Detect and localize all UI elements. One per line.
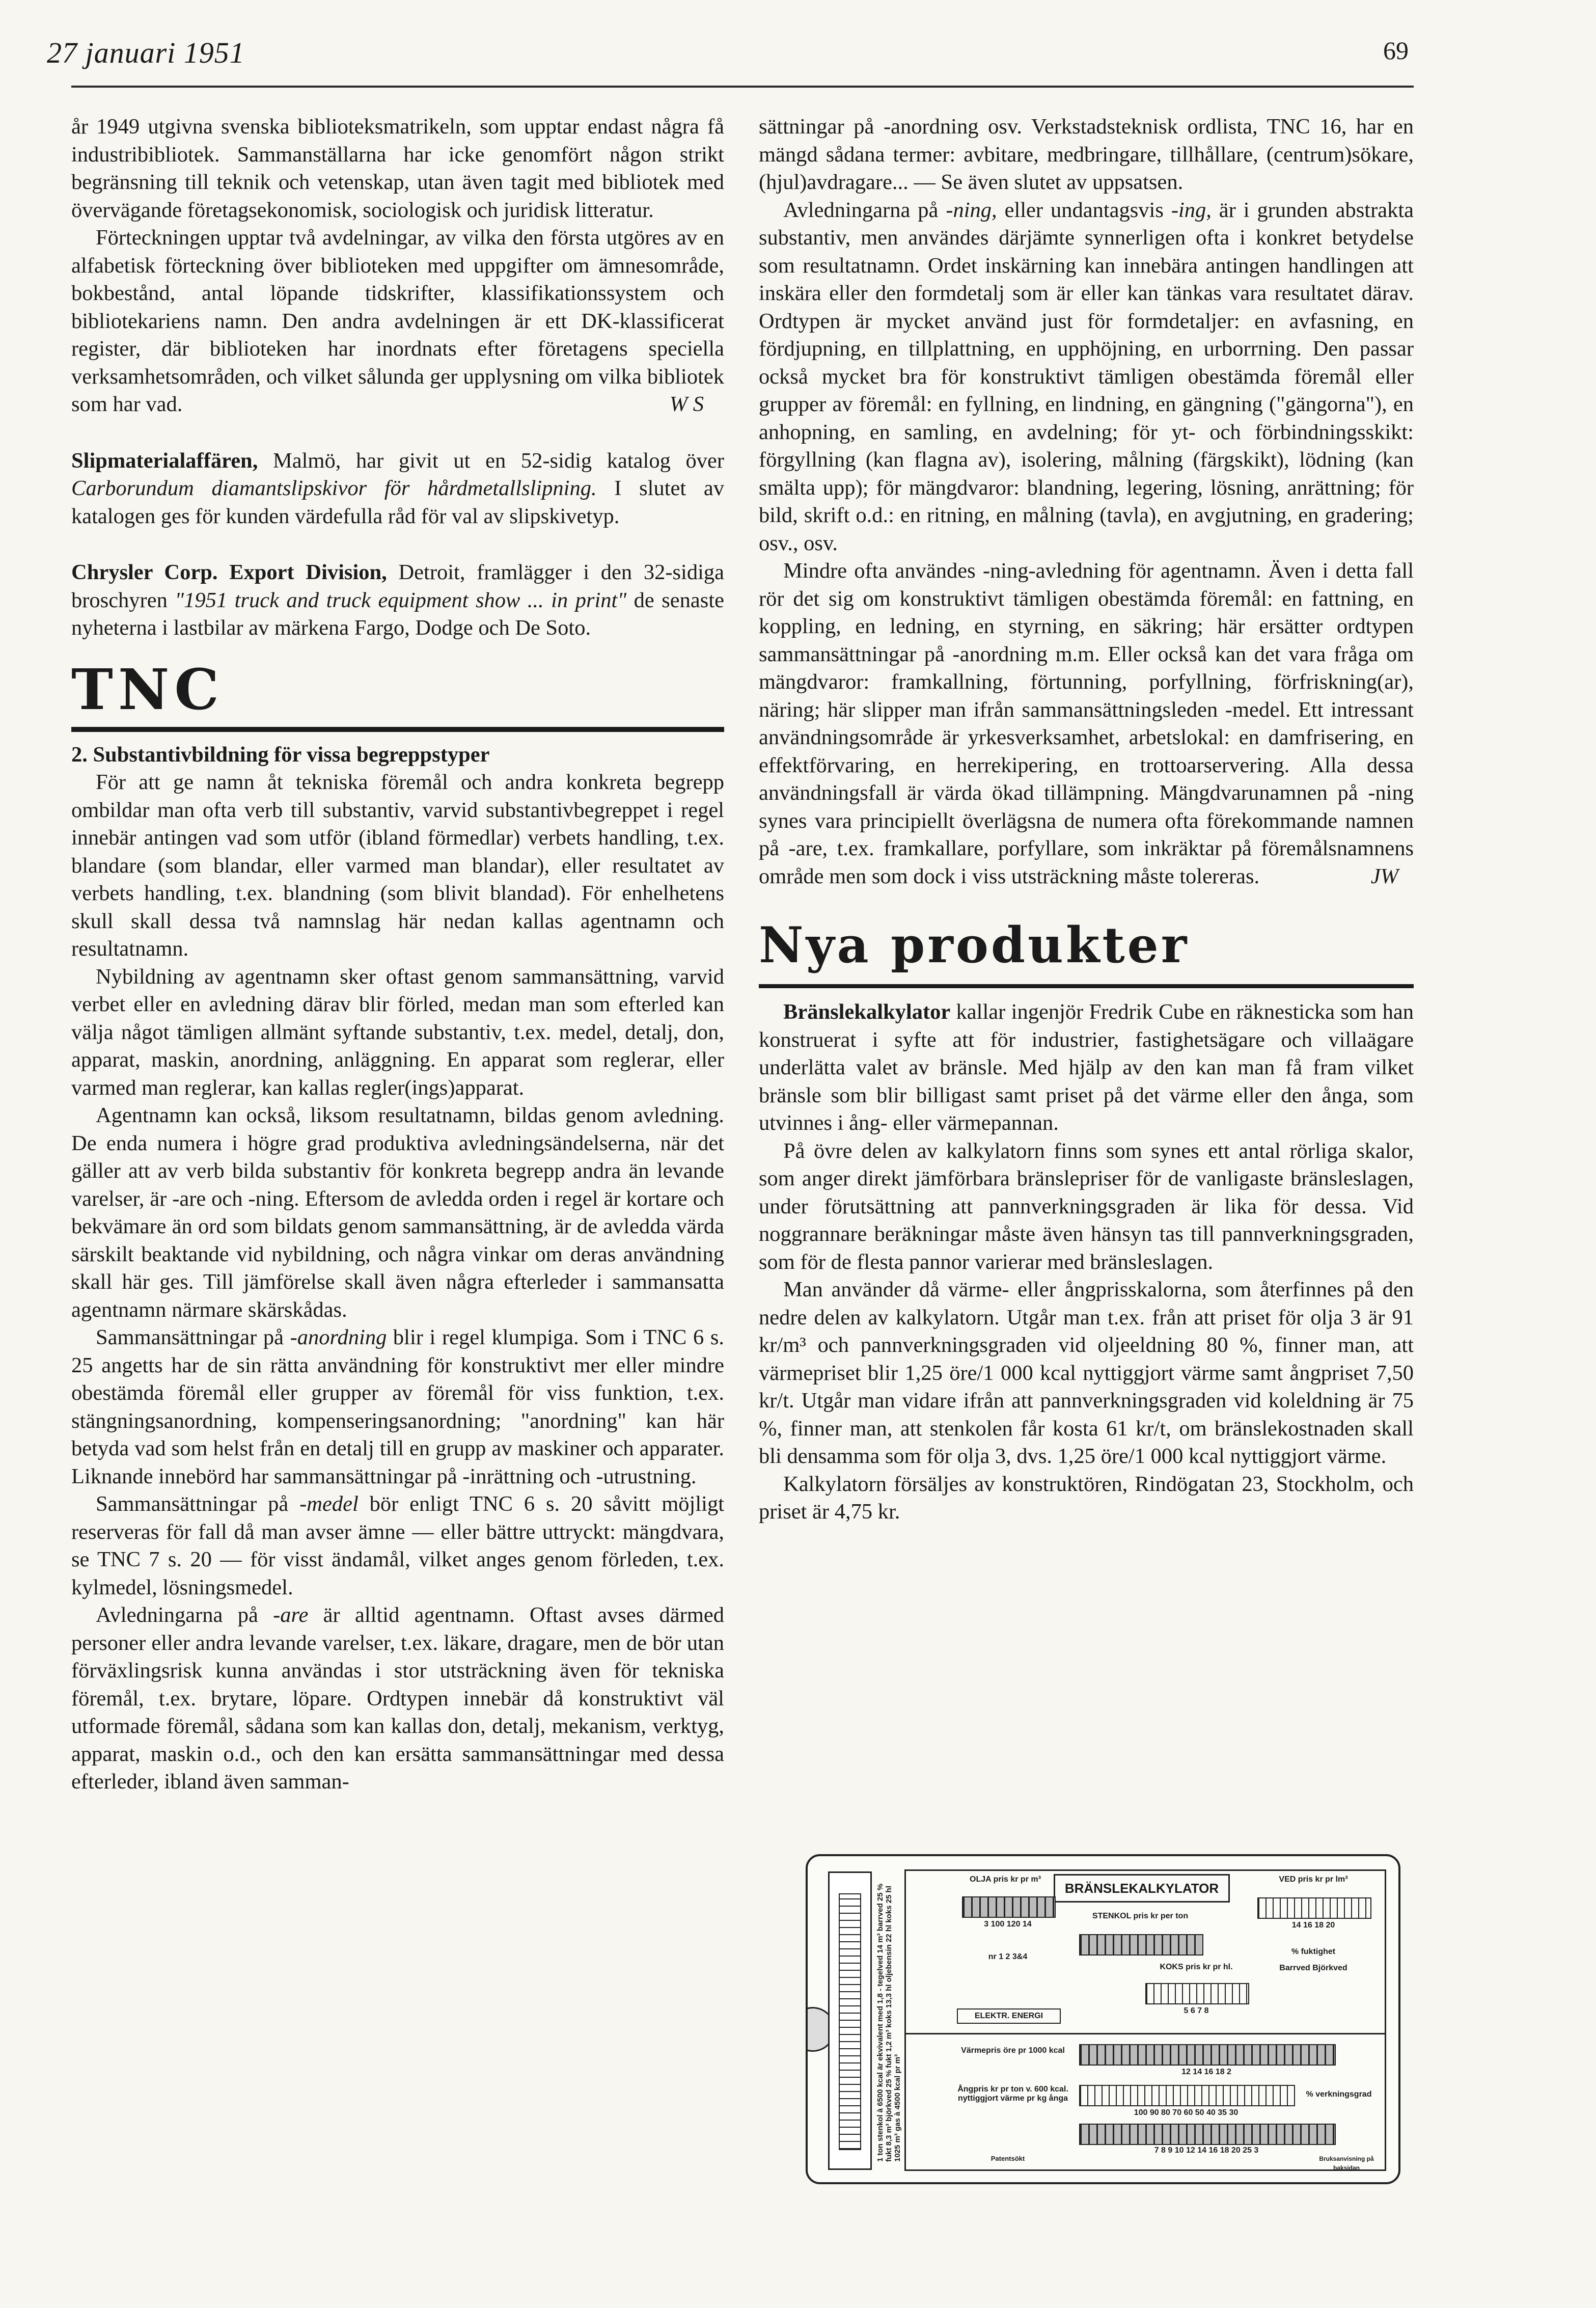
product-paragraph-2: På övre delen av kalkylatorn finns som synes ett antal rörliga skalor, som anger direkt jämförbara bränslepriser för de vanligaste bränsleslagen, under förutsättning att pannverkningsgraden är lika för dessa. Vid noggrannare beräkningar måste även hänsyn tas till pannverkningsgraden, som för de flesta pannor varierar med bränsleslagen. — [759, 1138, 1414, 1274]
varmepris-label: Värmepris öre pr 1000 kcal — [961, 2046, 1065, 2055]
fuktighet-label: % fuktighet — [1291, 1947, 1336, 1956]
tnc-p4-a: Sammansättningar på — [96, 1325, 290, 1349]
slipmaterial-company: Slipmaterialaffären, — [71, 448, 258, 473]
slide-rule-body — [904, 1869, 1386, 2171]
slide-rule-title: BRÄNSLEKALKYLATOR — [1054, 1874, 1230, 1903]
angpris-marks: 7 8 9 10 12 14 16 18 20 25 3 — [1154, 2146, 1259, 2155]
stenkol-label: STENKOL pris kr per ton — [1092, 1912, 1189, 1920]
tnc-p6-term: -are — [273, 1603, 309, 1627]
varmepris-scale — [1079, 2044, 1336, 2066]
ning-p-c: är i grunden abstrakta substantiv, men användes därjämte synnerligen ofta i konkret betydelse som resultatnamn. Ordet inskärning kan innebära antingen handlingen att inskära eller den formdetalj som är eller kan tänkas vara resultatet därav. Ordtypen är mycket använd just för formdetaljer: en avfasning, en fördjupning, en tillplattning, en upphöjning, en urborrning. Den passar också mycket bra för konstruktivt tämligen obestämda föremål eller grupper av föremål: en fyllning, en lindning, en gängning ("gängorna"), en anhopning, en samling, en avdelning; för yt- och förbindningsskikt: förgyllning (kan flagna av), isolering, målning (färgskikt), lödning (kan smälta upp); för mängdvaror: blandning, legering, lösning, anrättning; för bild, skrift o.d.: en ritning, en målning (tavla), en avgjutning, en gradering; osv., osv. — [759, 198, 1414, 555]
header-rule — [71, 86, 1414, 88]
tnc-p5-term: -medel — [299, 1492, 359, 1516]
tnc-subheading: 2. Substantivbildning för vissa begreppstyper — [71, 742, 490, 767]
chrysler-company: Chrysler Corp. Export Division, — [71, 560, 387, 584]
tnc-p5-b: bör enligt TNC 6 s. 20 såvitt möjligt reserveras för fall då man avser ämne — eller bättre uttryckt: mängdvara, se TNC 7 s. 20 — för visst ändamål, vilket anges genom förleden, t.ex. kylmedel, lösningsmedel. — [71, 1492, 725, 1599]
slipmaterial-notice — [71, 447, 724, 531]
stenkol-scale — [1079, 1934, 1203, 1956]
page-number: 69 — [1383, 36, 1409, 65]
verkningsgrad-label: % verkningsgrad — [1306, 2090, 1372, 2099]
olja-scale-marks: 3 100 120 14 — [984, 1920, 1032, 1929]
tnc-p4-b: blir i regel klumpiga. Som i TNC 6 s. 25 angetts har de sin rätta användning för konstruktivt mer eller mindre obestämda föremål eller grupper av föremål för viss funktion, t.ex. stängningsanordning, kompenseringsanordning; "anordning" kan här betyda vad som helst från en detalj till en grupp av maskiner och apparater. Liknande innebörd har sammansättningar på -inrättning och -utrustning. — [71, 1325, 725, 1488]
verkningsgrad-scale — [1079, 2085, 1295, 2106]
ning-p-a: Avledningarna på — [783, 198, 946, 222]
chrysler-text-2: de senaste nyheterna i lastbilar av märkena Fargo, Dodge och De Soto. — [71, 588, 724, 640]
signature-jw: JW — [1370, 864, 1398, 888]
tnc-heading: TNC — [71, 662, 724, 732]
ning-term-1: -ning, — [946, 198, 997, 222]
running-header-date: 27 januari 1951 — [47, 36, 245, 69]
tnc-paragraph-3: Agentnamn kan också, liksom resultatnamn, bildas genom avledning. De enda numera i högre grad produktiva avledningsändelserna, när det gäller att av verb bilda substantiv för konkreta begrepp andra än levande varelser, är -are och -ning. Eftersom de avledda orden i regel är kortare och bekvämare än ord som bildats genom sammansättning, är de avledda värda särskilt beaktande vid nybildning, och några vinkar om deras användning skall här ges. Till jämförelse skall även några efterleder i sammansatta agentnamn närmare skärskådas. — [71, 1103, 724, 1322]
tnc-paragraph-2: Nybildning av agentnamn sker oftast genom sammansättning, varvid verbet eller en avledning därav blir förled, medan man som efterled kan välja något tämligen allmänt syftande substantiv, t.ex. medel, detalj, don, apparat, maskin, anordning, anläggning. En apparat som reglerar, eller varmed man reglerar, kan kallas regler(ings)apparat. — [71, 964, 724, 1100]
tnc-p5-a: Sammansättningar på — [96, 1492, 300, 1516]
patent-note: Patentsökt — [990, 2155, 1025, 2162]
nya-produkter-heading: Nya produkter — [759, 919, 1414, 988]
elektr-energi-label: ELEKTR. ENERGI — [957, 2008, 1061, 2024]
ved-scale-marks: 14 16 18 20 — [1291, 1921, 1335, 1930]
signature-ws: W S — [669, 392, 704, 416]
product-paragraph-1 — [759, 998, 1414, 1137]
slipmaterial-text-1: Malmö, har givit ut en 52-sidig katalog över — [258, 448, 724, 473]
library-paragraph-2-text: Förteckningen upptar två avdelningar, av vilka den första utgöres av en alfabetisk förteckning över biblioteken med uppgifter om ämnesområde, bokbestånd, antal löpande tidskrifter, klassifikationssystem och bibliotekariens namn. Den andra avdelningen är ett DK-klassificerat register, där biblioteken har inordnats efter företagens speciella verksamhetsområden, och vilket sålunda ger upplysning om vilka bibliotek som har vad. — [71, 226, 724, 416]
product-name: Bränslekalkylator — [783, 1000, 951, 1024]
tnc-p4-term: -anordning — [290, 1325, 387, 1349]
ved-scale — [1257, 1897, 1371, 1919]
tnc-agent-paragraph — [759, 557, 1414, 890]
tnc-continued-paragraph: sättningar på -anordning osv. Verkstadsteknisk ordlista, TNC 16, har en mängd sådana termer: avbitare, medbringare, tillhållare, (centrum)sökare, (hjul)avdragare... — Se även slutet av uppsatsen. — [759, 115, 1414, 194]
tnc-paragraph-5 — [71, 1490, 724, 1601]
library-paragraph-2 — [71, 224, 724, 419]
koks-label: KOKS pris kr pr hl. — [1160, 1963, 1233, 1971]
product-p1-text: kallar ingenjör Fredrik Cube en räknesticka som han konstruerat i syfte att för industrier, fastighetsägare och villaägare underlätta valet av bränsle. Med hjälp av den kan man få fram vilket bränsle som blir billigast samt priset på det värme eller den ånga, som utvinnes i ång- eller värmepannan. — [759, 1000, 1414, 1135]
tnc-paragraph-4 — [71, 1324, 724, 1490]
tnc-paragraph-1: För att ge namn åt tekniska föremål och andra konkreta begrepp ombildar man ofta verb till substantiv, varvid substantivbegreppet i regel innebär antingen vad som utför (ibland förmedlar) verbets handling, t.ex. blandare (som blandar, eller varmed man blandar), eller resultatet av verbets handling, t.ex. blandning (som blivit blandad). För enhelhetens skull skall dessa två namnslag här nedan kallas agentnamn och resultatnamn. — [71, 770, 724, 961]
varmepris-marks: 12 14 16 18 2 — [1181, 2068, 1231, 2076]
olja-grade-numbers: nr 1 2 3&4 — [988, 1952, 1028, 1961]
chrysler-brochure-title: "1951 truck and truck equipment show ... in print" — [175, 588, 627, 612]
strip-scale — [839, 1893, 861, 2150]
slipmaterial-text-2: I slutet av katalogen ges för kunden värdefulla råd för val av slipskivetyp. — [71, 476, 725, 528]
chrysler-text-1: Detroit, framlägger i den 32-sidiga broschyren — [71, 560, 724, 612]
product-paragraph-3: Man använder då värme- eller ångprisskalorna, som återfinnes på den nedre delen av kalkylatorn. Utgår man t.ex. från att priset för olja 3 är 91 kr/m³ och pannverkningsgraden vid oljeeldning 80 %, finner man, att värmepriset blir 1,25 öre/1 000 kcal nyttiggjort värme samt ångpriset 7,50 kr/t. Utgår man vidare ifrån att pannverkningsgraden vid koleldning är 75 %, finner man, att stenkolen får kosta 61 kr/t, om bränslekostnaden skall bli densamma som för olja 3, dvs. 1,25 öre/1 000 kcal nyttiggjort värme. — [759, 1278, 1414, 1468]
ved-label: VED pris kr pr lm³ — [1279, 1875, 1348, 1884]
ved-type-label: Barrved Björkved — [1279, 1964, 1347, 1972]
slipmaterial-catalog-title: Carborundum diamantslipskivor för hårdmetallslipning. — [71, 476, 597, 500]
koks-scale-marks: 5 6 7 8 — [1184, 2006, 1209, 2015]
right-column — [759, 113, 1414, 1526]
tnc-p6-b: är alltid agentnamn. Oftast avses därmed personer eller andra levande varelser, t.ex. läkare, dragare, men de bör utan förväxlingsrisk kunna användas i stor utsträckning även för tekniska föremål, t.ex. brytare, löpare. Ordtypen innebär då konstruktivt väl utformade föremål, sådana som kan kallas don, detalj, mekanism, verktyg, apparat, maskin o.d., och den kan ersätta sammansättningar med dessa efterleder, ibland även samman- — [71, 1603, 724, 1794]
left-column — [71, 113, 724, 1796]
fuel-calculator-slide-rule — [806, 1854, 1400, 2184]
tnc-ning-paragraph — [759, 197, 1414, 558]
angpris-scale — [1079, 2124, 1336, 2145]
angpris-label: Ångpris kr pr ton v. 600 kcal. nyttiggjort värme pr kg ånga — [957, 2085, 1068, 2103]
product-paragraph-4: Kalkylatorn försäljes av konstruktören, Rindögatan 23, Stockholm, och priset är 4,75 kr. — [759, 1472, 1414, 1524]
agent-paragraph-text: Mindre ofta användes -ning-avledning för agentnamn. Även i detta fall rör det sig om konstruktivt tämligen obestämda föremål: en fattning, en koppling, en ledning, en styrning, en säkring; här ersätter ordtypen sammansättningar på -anordning m.m. Eller också kan det vara fråga om mängdvaror: framkallning, förtunning, porfyllning, förfriskning(ar), näring; här slipper man ifrån sammansättningsleden -medel. Ett intressant användningsområde är yrkesverksamhet, arbetslokal: en damfrisering, en effektförvaring, en herrekipering, en trottoarservering. Alla dessa användningsfall är värda ökad tillämpning. Mängdvarunamnen på -ning synes vara principiellt överlägsna de numera ofta förekommande namnen på -are, t.ex. framkallare, porfyllare, som inkräktar på föremålsnamnens område men som dock i viss utsträckning måste tolereras. — [759, 559, 1414, 888]
chrysler-notice — [71, 559, 724, 642]
tnc-paragraph-6 — [71, 1601, 724, 1796]
tnc-p6-a: Avledningarna på — [96, 1603, 273, 1627]
ning-p-b: eller undantagsvis — [997, 198, 1171, 222]
ning-term-2: -ing, — [1171, 198, 1212, 222]
slide-strip — [828, 1871, 872, 2170]
library-paragraph-1: år 1949 utgivna svenska biblioteksmatrikeln, som upptar endast några få industribibliotek. Sammanställarna har icke genomfört någon strikt begränsning till teknik och vetenskap, utan även tagit med bibliotek med övervägande företagsekonomisk, sociologisk och juridisk litteratur. — [71, 115, 724, 222]
divider-line — [906, 2033, 1385, 2034]
koks-scale — [1145, 1983, 1249, 2004]
instructions-note: Bruksanvisning på baksidan — [1319, 2155, 1374, 2171]
olja-scale — [962, 1896, 1056, 1918]
olja-label: OLJA pris kr pr m³ — [970, 1875, 1041, 1884]
verkningsgrad-marks: 100 90 80 70 60 50 40 35 30 — [1134, 2108, 1239, 2117]
equivalence-table-text: 1 ton stenkol à 6500 kcal är ekvivalent med 1,8 - tegelved 14 m³ barrved 25 % fukt 8,3 m³ björkved 25 % fukt 1,2 m³ koks 13,3 hl oljebensin 22 hl koks 25 hl 1025 m³ gas à 4500 kcal pr m³ — [876, 1883, 902, 2162]
